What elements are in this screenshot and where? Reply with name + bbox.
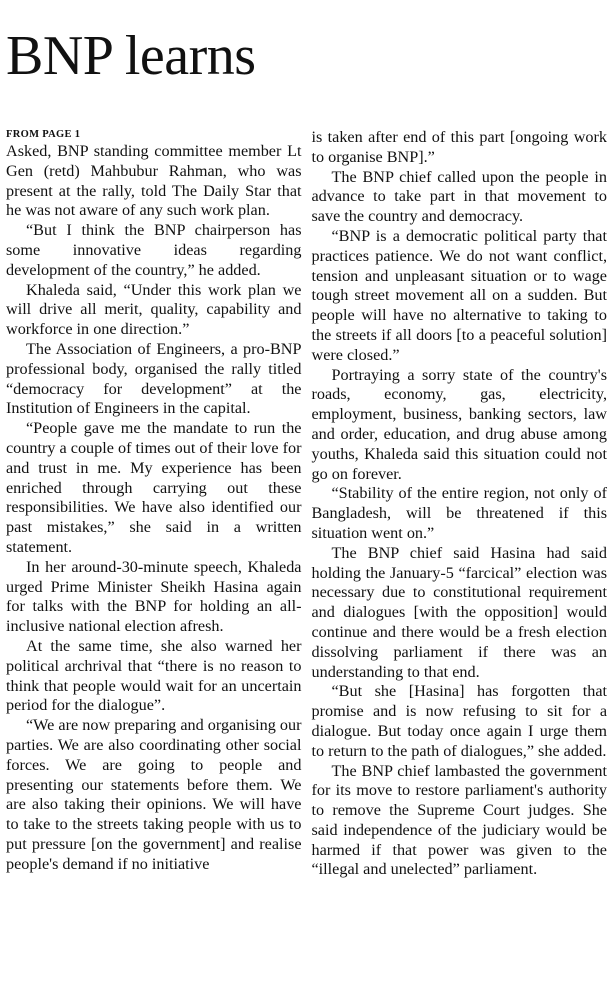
- paragraph: The BNP chief called upon the people in advance to take part in that movement to save the country and democracy.: [311, 167, 607, 226]
- paragraph: “BNP is a democratic political party that practices patience. We do not want conflict, tension and unpleasant situation or to wage tough street movement all on a sudden. But people will have no alternative to taking to the streets if all doors [to a peaceful solution] were closed.”: [311, 226, 607, 364]
- article-page: [0, 25, 613, 994]
- article-body: [6, 128, 607, 880]
- paragraph: In her around-30-minute speech, Khaleda urged Prime Minister Sheikh Hasina again for talks with the BNP for holding an all-inclusive national election afresh.: [6, 557, 302, 636]
- paragraph: The BNP chief lambasted the government for its move to restore parliament's authority to remove the Supreme Court judges. She said independence of the judiciary would be harmed if that power was given to the “illegal and unelected” parliament.: [311, 761, 607, 879]
- paragraph: “But I think the BNP chairperson has some innovative ideas regarding development of the country,” he added.: [6, 221, 302, 279]
- paragraph: The Association of Engineers, a pro-BNP professional body, organised the rally titled “democracy for development” at the Institution of Engineers in the capital.: [6, 339, 302, 418]
- paragraph: “But she [Hasina] has forgotten that promise and is now refusing to sit for a dialogue. But today once again I urge them to return to the path of dialogues,” she added.: [311, 682, 607, 760]
- paragraph: Portraying a sorry state of the country's roads, economy, gas, electricity, employment, business, banking sectors, law and order, education, and drug abuse among youths, Khaleda said this situation could not go on forever.: [311, 365, 607, 483]
- paragraph: “Stability of the entire region, not only of Bangladesh, will be threatened if this situation went on.”: [311, 484, 607, 542]
- paragraph: is taken after end of this part [ongoing work to organise BNP].”: [311, 128, 607, 166]
- headline: BNP learns: [6, 25, 256, 87]
- paragraph: “We are now preparing and organising our parties. We are also coordinating other social forces. We are going to people and presenting our statements before them. We are also taking their opinions. We will have to take to the streets taking people with us to put pressure [on the government] and realise people's demand if no initiative: [6, 716, 302, 873]
- column-right: [312, 128, 608, 880]
- paragraph: “People gave me the mandate to run the country a couple of times out of their love for and trust in me. My experience has been enriched through carrying out these responsibilities. We have also identified our past mistakes,” she said in a written statement.: [6, 419, 302, 556]
- paragraph: At the same time, she also warned her political archrival that “there is no reason to think that people would wait for an uncertain period for the dialogue”.: [6, 636, 302, 715]
- paragraph: Khaleda said, “Under this work plan we will drive all merit, quality, capability and workforce in one direction.”: [6, 280, 302, 339]
- from-page-label: FROM PAGE 1: [6, 129, 81, 140]
- column-left: [6, 128, 302, 880]
- paragraph: Asked, BNP standing committee member Lt Gen (retd) Mahbubur Rahman, who was present at the rally, told The Daily Star that he was not aware of any such work plan.: [6, 142, 302, 220]
- paragraph: The BNP chief said Hasina had said holding the January-5 “farcical” election was necessary due to constitutional requirement and dialogues [with the opposition] would continue and there would be a fresh election dissolving parliament if there was an understanding to that end.: [311, 543, 607, 681]
